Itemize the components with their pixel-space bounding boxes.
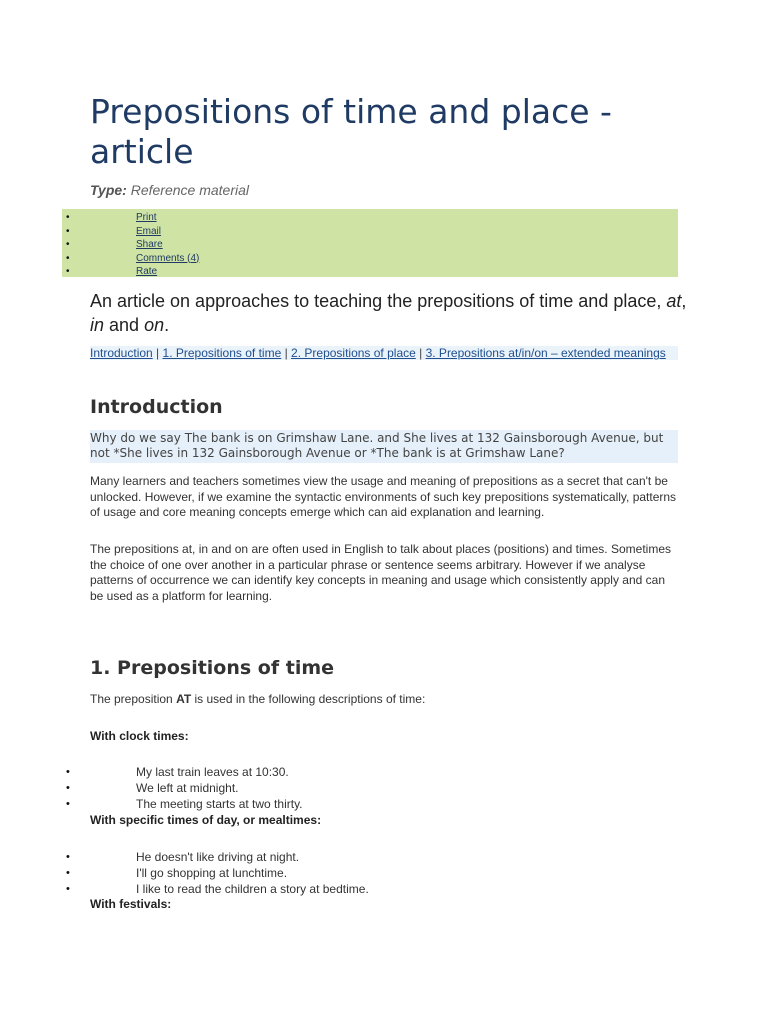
intro-paragraph: Many learners and teachers sometimes view the usage and meaning of prepositions as a secret that can't be unlocked. However, if we examine the syntactic environments of such key prepositions systematically, patterns of usage and core meaning concepts emerge which can aid explanation and learning. (90, 474, 677, 519)
lead-separator: , (681, 291, 687, 311)
example-list (0, 764, 700, 812)
toc-separator: | (281, 346, 292, 360)
section-time-heading: 1. Prepositions of time (90, 657, 335, 679)
bullet-icon: • (66, 212, 70, 223)
action-item (62, 225, 678, 239)
group-heading-times-of-day: With specific times of day, or mealtimes: (90, 813, 322, 827)
toc-link-introduction[interactable]: Introduction (90, 346, 153, 360)
action-item (62, 252, 678, 266)
introduction-heading: Introduction (90, 396, 223, 418)
lead-word-on: on (144, 315, 165, 335)
list-item (0, 865, 700, 881)
intro-question-box: Why do we say The bank is on Grimshaw Lane. and She lives at 132 Gainsborough Avenue, but not *She lives in 132 Gainsborough Avenue or *The bank is at Grimshaw Lane? (90, 430, 678, 463)
example-list (0, 849, 700, 897)
group-heading-festivals: With festivals: (90, 897, 172, 911)
list-item (0, 849, 700, 865)
list-item (0, 764, 700, 780)
actions-list (62, 209, 678, 279)
intro-paragraph: The prepositions at, in and on are often used in English to talk about places (positions) and times. Sometimes the choice of one over another in a particular phrase or sentence seems arbitrary. However if we analyse patterns of occurrence we can identify key concepts in meaning and usage which consistently apply and can be used as a platform for learning. (90, 542, 671, 603)
bullet-icon: • (66, 239, 70, 250)
example-text: I like to read the children a story at bedtime. (136, 882, 369, 896)
bullet-icon: • (66, 252, 70, 264)
list-item (0, 881, 700, 897)
action-item (62, 265, 678, 279)
example-text: We left at midnight. (136, 781, 239, 795)
content-type (90, 182, 249, 198)
table-of-contents (90, 346, 678, 360)
bullet-icon: • (66, 851, 70, 863)
share-link[interactable]: Share (136, 239, 163, 250)
example-text: He doesn't like driving at night. (136, 850, 300, 864)
toc-separator: | (415, 346, 426, 360)
lead-word-in: in (90, 315, 105, 335)
lead-word-at: at (666, 291, 682, 311)
article-lead (90, 289, 690, 337)
example-text: The meeting starts at two thirty. (136, 797, 303, 811)
lead-text: An article on approaches to teaching the prepositions of time and place, (90, 291, 667, 311)
bullet-icon: • (66, 798, 70, 810)
comments-link[interactable]: Comments (4) (136, 252, 200, 264)
print-link[interactable]: Print (136, 212, 157, 223)
section-time-intro (90, 692, 680, 708)
toc-link-place[interactable]: 2. Prepositions of place (291, 346, 416, 360)
intro-text: The preposition (90, 692, 177, 706)
lead-separator: and (104, 315, 145, 335)
intro-text: is used in the following descriptions of time: (191, 692, 426, 706)
action-item (62, 238, 678, 252)
group-heading-clock-times: With clock times: (90, 729, 189, 743)
lead-end: . (164, 315, 170, 335)
action-item (62, 211, 678, 225)
email-link[interactable]: Email (136, 225, 162, 237)
toc-link-extended[interactable]: 3. Prepositions at/in/on – extended meanings (425, 346, 666, 360)
type-label: Type: (90, 182, 127, 198)
toc-separator: | (152, 346, 163, 360)
rate-link[interactable]: Rate (136, 266, 158, 277)
page-title: Prepositions of time and place - article (90, 92, 612, 171)
example-text: I'll go shopping at lunchtime. (136, 866, 288, 880)
list-item (0, 780, 700, 796)
bullet-icon: • (66, 266, 70, 277)
list-item (0, 796, 700, 812)
bullet-icon: • (66, 883, 70, 895)
bullet-icon: • (66, 867, 70, 879)
bullet-icon: • (66, 766, 70, 778)
type-value: Reference material (130, 182, 249, 198)
article-actions-bar (62, 209, 678, 277)
example-text: My last train leaves at 10:30. (136, 765, 289, 779)
bullet-icon: • (66, 225, 70, 237)
keyword-at: AT (176, 692, 192, 706)
toc-link-time[interactable]: 1. Prepositions of time (162, 346, 282, 360)
bullet-icon: • (66, 782, 70, 794)
